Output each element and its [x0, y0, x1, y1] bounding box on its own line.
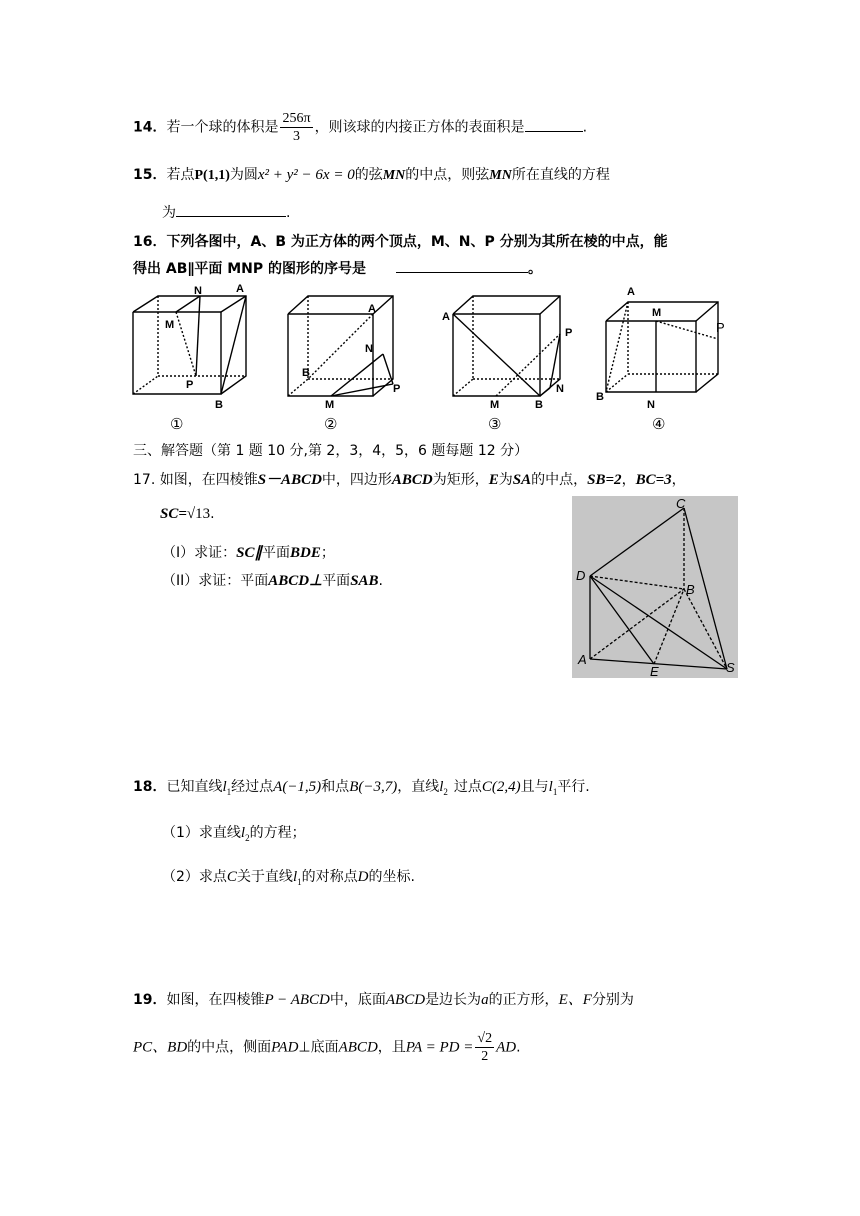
- point-label: N: [556, 383, 564, 395]
- point-label: B: [596, 391, 604, 403]
- point-label: M: [165, 319, 175, 331]
- answer-blank: [525, 117, 583, 132]
- point-label: N: [647, 399, 655, 411]
- cube-figures: [128, 284, 728, 434]
- point-label: P: [186, 379, 194, 391]
- point-label: A: [442, 311, 450, 323]
- question-17-part2: （II）求证：平面ABCD⊥平面SAB.: [162, 573, 383, 589]
- point-label: B: [535, 399, 543, 411]
- question-19: 19．如图，在四棱锥P − ABCD中，底面ABCD是边长为a的正方形，E、F分别为: [133, 992, 634, 1008]
- question-16: 16．下列各图中，A、B 为正方体的两个顶点，M、N、P 分别为其所在棱的中点，能: [133, 234, 668, 250]
- point-label: M: [652, 307, 662, 319]
- question-17: 17. 如图，在四棱锥S－ABCD中，四边形ABCD为矩形，E为SA的中点，SB=2，BC=3，: [133, 472, 686, 488]
- point-label: P: [565, 327, 573, 339]
- question-18: 18．已知直线$l_1$经过点A(−1,5)和点B(−3,7)，直线$l_2$ 过点C(2,4)且与$l_1$平行.: [133, 779, 590, 797]
- point-label: A: [627, 286, 635, 298]
- question-19-line2: PC、BD的中点，侧面PAD⊥底面ABCD，且PA = PD = $\frac{√2}{2}$ AD.: [133, 1031, 521, 1064]
- point-label: M: [325, 399, 335, 411]
- question-text: 若一个球的体积是: [166, 119, 279, 136]
- question-number: 16．: [133, 234, 167, 250]
- question-15-line2: 为 .: [162, 202, 290, 222]
- figure-caption: ②: [324, 416, 338, 433]
- question-17-part1: （I）求证：SC∥平面BDE；: [162, 545, 335, 561]
- point-label: A: [368, 303, 376, 315]
- point-label: B: [302, 367, 310, 379]
- point-label: E: [650, 664, 659, 678]
- question-number: 18．: [133, 779, 167, 795]
- point-label: P: [716, 320, 725, 335]
- pyramid-figure: [572, 496, 738, 678]
- point-label: D: [576, 568, 586, 583]
- question-18-part2: （2）求点C关于直线$l_1$的对称点D的坐标.: [162, 869, 415, 887]
- question-14: 14．若一个球的体积是 $\frac{256\pi}{3}$ ，则该球的内接正方体的表面积是 .: [133, 111, 588, 144]
- section-heading: 三、解答题（第 1 题 10 分,第 2，3，4，5，6 题每题 12 分）: [133, 443, 529, 459]
- figure-caption: ③: [488, 416, 502, 433]
- question-15: 15．若点P(1,1)为圆x² + y² − 6x = 0的弦MN的中点，则弦MN所在直线的方程: [133, 167, 610, 183]
- answer-blank: [176, 202, 286, 217]
- fraction: $\frac{256\pi}{3}$: [282, 111, 311, 144]
- question-number: 14．: [133, 119, 167, 136]
- question-number: 19．: [133, 992, 167, 1008]
- answer-blank: [396, 258, 528, 273]
- point-label: C: [676, 496, 686, 511]
- point-label: M: [490, 399, 500, 411]
- cube-figure-3: [453, 296, 560, 396]
- cube-figure-2: [288, 296, 393, 396]
- point-label: B: [686, 582, 695, 597]
- fraction: $\frac{√2}{2}$: [477, 1031, 493, 1064]
- question-16-line2: 得出 AB∥平面 MNP 的图形的序号是 。: [133, 258, 542, 278]
- cube-figure-4: [606, 302, 718, 392]
- point-label: N: [365, 343, 373, 355]
- point-label: A: [236, 284, 244, 295]
- point-label: N: [194, 285, 202, 297]
- figure-caption: ④: [652, 416, 666, 433]
- point-label: B: [215, 399, 223, 411]
- question-17-line2: SC=√13.: [160, 506, 215, 522]
- point-label: A: [578, 652, 587, 667]
- question-18-part1: （1）求直线$l_2$的方程；: [162, 825, 306, 843]
- figure-caption: ①: [170, 416, 184, 433]
- point-label: P: [393, 383, 401, 395]
- point-label: S: [726, 660, 735, 675]
- question-number: 15．: [133, 167, 167, 183]
